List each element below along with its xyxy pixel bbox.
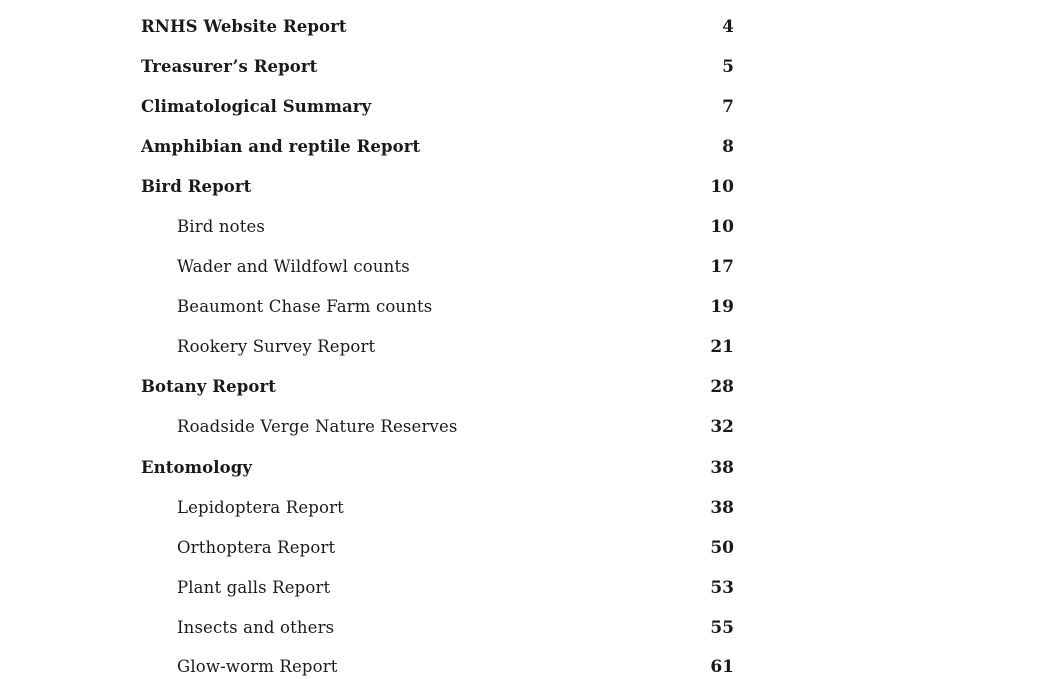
toc-entry-page-number: 10	[710, 217, 734, 237]
toc-entry-climatological-summary	[0, 95, 1058, 119]
toc-subentry-lepidoptera-report	[0, 496, 1058, 520]
toc-subentry-insects-and-others	[0, 616, 1058, 640]
toc-entry-title: Roadside Verge Nature Reserves	[177, 417, 458, 436]
toc-entry-treasurers-report	[0, 55, 1058, 79]
toc-entry-title: Botany Report	[141, 377, 276, 396]
toc-subentry-roadside-verge-nature-reserves	[0, 415, 1058, 439]
toc-subentry-bird-notes	[0, 215, 1058, 239]
toc-entry-title: Wader and Wildfowl counts	[177, 257, 410, 276]
toc-subentry-orthoptera-report	[0, 536, 1058, 560]
toc-entry-title: Bird Report	[141, 177, 252, 196]
toc-entry-botany-report	[0, 375, 1058, 399]
toc-entry-title: Treasurer’s Report	[141, 57, 318, 76]
toc-subentry-wader-wildfowl-counts	[0, 255, 1058, 279]
toc-entry-title: Glow-worm Report	[177, 657, 338, 676]
toc-entry-title: Beaumont Chase Farm counts	[177, 297, 433, 316]
toc-entry-page-number: 50	[710, 538, 734, 558]
toc-entry-bird-report	[0, 175, 1058, 199]
toc-subentry-rookery-survey-report	[0, 335, 1058, 359]
toc-entry-page-number: 38	[710, 498, 734, 518]
toc-subentry-beaumont-chase-farm-counts	[0, 295, 1058, 319]
toc-entry-page-number: 17	[710, 257, 734, 277]
toc-entry-title: Lepidoptera Report	[177, 498, 344, 517]
toc-entry-page-number: 55	[710, 618, 734, 638]
toc-entry-rnhs-website-report	[0, 15, 1058, 39]
toc-entry-page-number: 32	[710, 417, 734, 437]
toc-entry-title: Orthoptera Report	[177, 538, 336, 557]
toc-entry-page-number: 10	[710, 177, 734, 197]
toc-entry-page-number: 4	[722, 17, 734, 37]
toc-entry-page-number: 5	[722, 57, 734, 77]
toc-subentry-glow-worm-report	[0, 655, 1058, 679]
toc-entry-page-number: 61	[710, 657, 734, 677]
toc-entry-title: Bird notes	[177, 217, 266, 236]
toc-entry-page-number: 7	[722, 97, 734, 117]
toc-entry-title: Rookery Survey Report	[177, 337, 376, 356]
toc-entry-title: Amphibian and reptile Report	[141, 137, 421, 156]
toc-entry-page-number: 19	[710, 297, 734, 317]
toc-entry-page-number: 28	[710, 377, 734, 397]
toc-entry-title: Entomology	[141, 458, 253, 477]
toc-subentry-plant-galls-report	[0, 576, 1058, 600]
toc-entry-title: RNHS Website Report	[141, 17, 347, 36]
toc-entry-title: Climatological Summary	[141, 97, 372, 116]
toc-entry-page-number: 21	[710, 337, 734, 357]
toc-entry-page-number: 53	[710, 578, 734, 598]
toc-entry-page-number: 38	[710, 458, 734, 478]
toc-entry-page-number: 8	[722, 137, 734, 157]
toc-entry-title: Plant galls Report	[177, 578, 331, 597]
toc-entry-amphibian-reptile-report	[0, 135, 1058, 159]
toc-entry-entomology	[0, 456, 1058, 480]
toc-entry-title: Insects and others	[177, 618, 335, 637]
